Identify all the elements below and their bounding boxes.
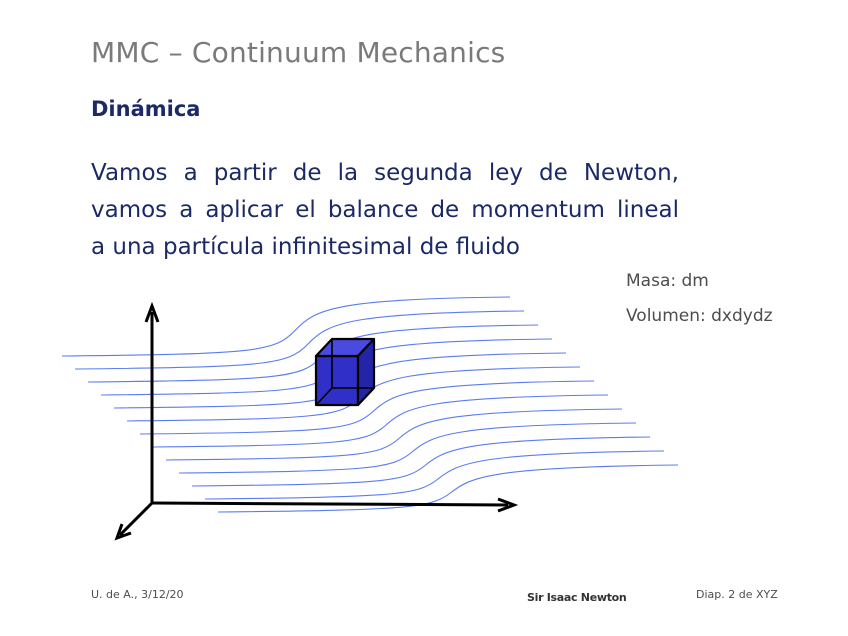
mass-label: Masa: dm bbox=[626, 271, 709, 291]
streamline bbox=[88, 325, 538, 382]
fluid-particle-cube-icon bbox=[316, 339, 374, 405]
slide-subtitle: Dinámica bbox=[91, 97, 201, 121]
footer-date: U. de A., 3/12/20 bbox=[91, 588, 184, 601]
slide-title: MMC – Continuum Mechanics bbox=[91, 36, 506, 69]
body-paragraph bbox=[91, 155, 679, 266]
fluid-diagram bbox=[0, 290, 700, 550]
streamlines-icon bbox=[62, 297, 678, 512]
streamline bbox=[179, 423, 636, 473]
body-line-1: Vamos a partir de la segunda ley de Newton, bbox=[91, 160, 679, 186]
streamline bbox=[153, 395, 608, 447]
streamline bbox=[62, 297, 510, 356]
volume-label: Volumen: dxdydz bbox=[626, 306, 773, 326]
streamline bbox=[192, 437, 650, 486]
streamline bbox=[75, 311, 524, 369]
coordinate-axes-icon bbox=[117, 306, 514, 538]
footer-slide-number: Diap. 2 de XYZ bbox=[696, 588, 778, 601]
streamline bbox=[166, 409, 622, 460]
body-line-3: a una partícula infinitesimal de fluido bbox=[91, 234, 520, 260]
footer-author: Sir Isaac Newton bbox=[527, 591, 627, 604]
body-line-2: vamos a aplicar el balance de momentum lineal bbox=[91, 197, 679, 223]
